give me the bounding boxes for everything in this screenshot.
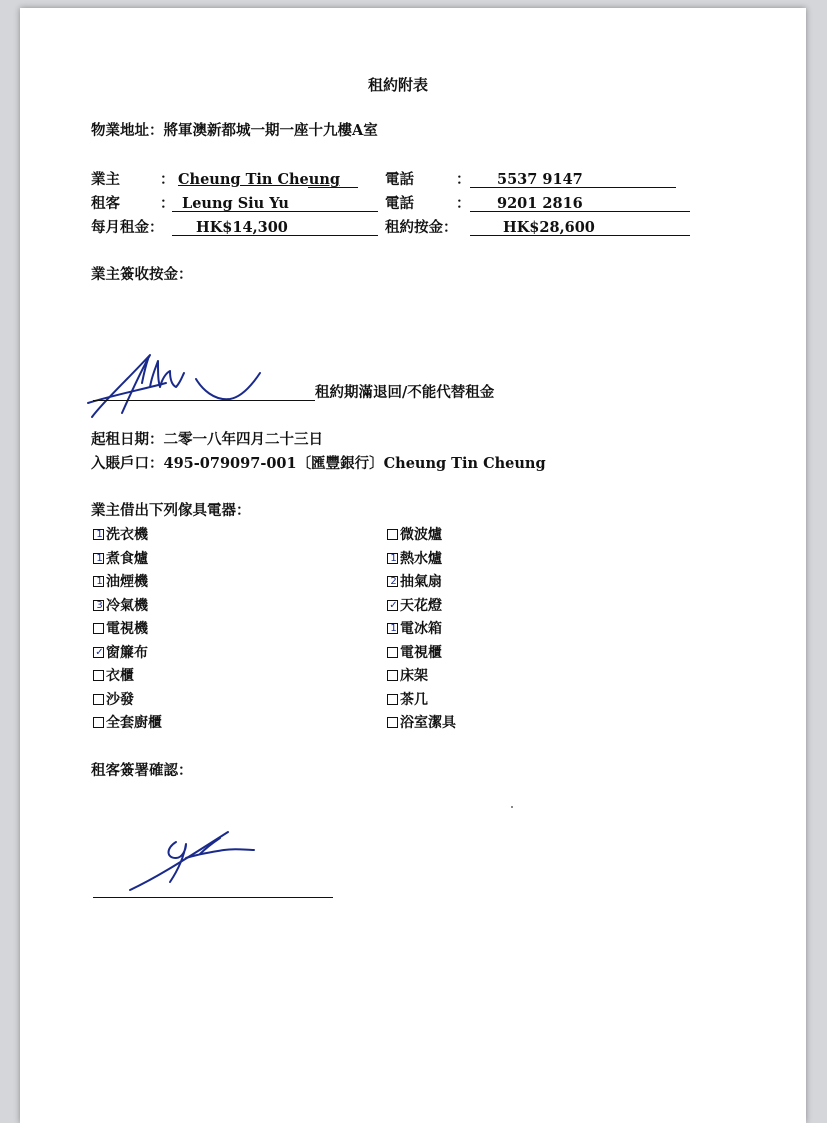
appliance-label: 衣櫃 [106, 668, 134, 684]
checkbox-mark [388, 670, 399, 682]
tenant-colon: ： [160, 195, 175, 212]
checkbox[interactable] [93, 647, 104, 658]
appliance-item [93, 644, 148, 662]
appliance-item [93, 526, 148, 544]
checkbox[interactable] [387, 670, 398, 681]
checkbox[interactable] [387, 623, 398, 634]
appliance-item [93, 714, 162, 732]
appliance-label: 冷氣機 [106, 597, 148, 614]
property-value: 將軍澳新都城一期一座十九樓A室 [163, 122, 378, 139]
appliance-item [387, 667, 428, 685]
appliance-label: 煮食爐 [106, 550, 148, 567]
checkbox[interactable] [93, 576, 104, 587]
start-date-value: 二零一八年四月二十三日 [163, 431, 323, 448]
rent-label: 每月租金： [91, 219, 164, 236]
furniture-heading: 業主借出下列傢具電器： [91, 502, 251, 519]
property-label: 物業地址： [91, 122, 164, 139]
landlord-colon: ： [160, 171, 175, 188]
tenant-phone-colon: ： [456, 195, 471, 212]
appliance-label: 茶几 [400, 691, 428, 708]
appliance-label: 電冰箱 [400, 621, 442, 637]
appliance-item [93, 667, 134, 685]
checkbox[interactable] [93, 553, 104, 564]
appliance-item [93, 691, 134, 709]
appliance-label: 洗衣機 [106, 527, 148, 543]
checkbox-mark: ✓ [95, 646, 104, 658]
appliance-item [387, 644, 442, 662]
checkbox-mark [94, 623, 105, 635]
document-title: 租約附表 [368, 76, 429, 94]
checkbox[interactable] [387, 576, 398, 587]
account-row [91, 455, 546, 473]
checkbox[interactable] [93, 670, 104, 681]
checkbox[interactable] [387, 647, 398, 658]
appliance-item [387, 573, 442, 591]
checkbox[interactable] [387, 600, 398, 611]
scan-speck [511, 806, 513, 808]
start-date-row [91, 431, 323, 449]
checkbox[interactable] [93, 623, 104, 634]
checkbox[interactable] [387, 553, 398, 564]
tenant-phone: 9201 2816 [497, 195, 583, 212]
landlord-name-line [308, 187, 358, 188]
tenant-label: 租客 [91, 195, 120, 212]
start-date-label: 起租日期： [91, 431, 164, 448]
checkbox-mark: 1 [390, 623, 397, 634]
checkbox-mark: 1 [96, 576, 103, 587]
appliance-item [387, 550, 442, 568]
appliance-label: 床架 [400, 668, 428, 684]
deposit-note: 租約期滿退回/不能代替租金 [315, 384, 495, 401]
appliance-label: 沙發 [106, 691, 134, 708]
checkbox-mark: 1 [96, 529, 103, 540]
landlord-signature-line [93, 400, 315, 401]
checkbox[interactable] [93, 694, 104, 705]
appliance-label: 油煙機 [106, 574, 148, 590]
checkbox-mark [388, 717, 399, 729]
checkbox[interactable] [387, 694, 398, 705]
appliance-label: 電視櫃 [400, 644, 442, 661]
tenant-signature [120, 828, 270, 898]
landlord-receipt-label: 業主簽收按金： [91, 266, 193, 283]
checkbox[interactable] [387, 529, 398, 540]
appliance-label: 全套廚櫃 [106, 715, 162, 731]
deposit-label: 租約按金： [385, 219, 458, 236]
checkbox-mark [388, 647, 399, 659]
landlord-phone-label: 電話 [385, 171, 414, 188]
appliance-label: 天花燈 [400, 597, 442, 614]
checkbox-mark [94, 717, 105, 729]
account-value: 495-079097-001〔匯豐銀行〕Cheung Tin Cheung [163, 455, 546, 472]
tenant-name: Leung Siu Yu [182, 195, 289, 212]
checkbox[interactable] [93, 600, 104, 611]
checkbox-mark [94, 670, 105, 682]
account-label: 入賬戶口： [91, 455, 164, 472]
landlord-signature [84, 343, 284, 423]
rent-value: HK$14,300 [196, 219, 288, 236]
checkbox-mark [388, 529, 399, 541]
appliance-label: 浴室潔具 [400, 715, 456, 731]
appliance-label: 微波爐 [400, 527, 442, 543]
checkbox-mark [388, 694, 399, 706]
deposit-value: HK$28,600 [503, 219, 595, 236]
checkbox-mark: 1 [96, 552, 103, 564]
tenant-phone-label: 電話 [385, 195, 414, 212]
appliance-item [93, 597, 148, 615]
checkbox-mark: 2 [390, 576, 397, 587]
landlord-phone-colon: ： [456, 171, 471, 188]
tenant-sign-label: 租客簽署確認： [91, 762, 193, 779]
appliance-item [387, 620, 442, 638]
property-address-row [91, 122, 378, 140]
checkbox[interactable] [387, 717, 398, 728]
document-page [20, 8, 806, 1123]
tenant-signature-line [93, 897, 333, 898]
appliance-item [387, 597, 442, 615]
checkbox-mark: ✓ [389, 599, 398, 611]
appliance-item [93, 550, 148, 568]
appliance-label: 窗簾布 [106, 644, 148, 661]
appliance-item [387, 714, 456, 732]
landlord-label: 業主 [91, 171, 120, 188]
checkbox[interactable] [93, 717, 104, 728]
appliance-label: 熱水爐 [400, 550, 442, 567]
landlord-name: Cheung Tin Cheung [178, 171, 340, 188]
appliance-item [387, 691, 428, 709]
appliance-item [387, 526, 442, 544]
appliance-label: 電視機 [106, 621, 148, 637]
checkbox-mark [94, 694, 105, 706]
checkbox-mark: 3 [96, 599, 103, 611]
checkbox[interactable] [93, 529, 104, 540]
appliance-item [93, 620, 148, 638]
appliance-item [93, 573, 148, 591]
checkbox-mark: 1 [390, 552, 397, 564]
landlord-phone: 5537 9147 [497, 171, 583, 188]
appliance-label: 抽氣扇 [400, 574, 442, 590]
